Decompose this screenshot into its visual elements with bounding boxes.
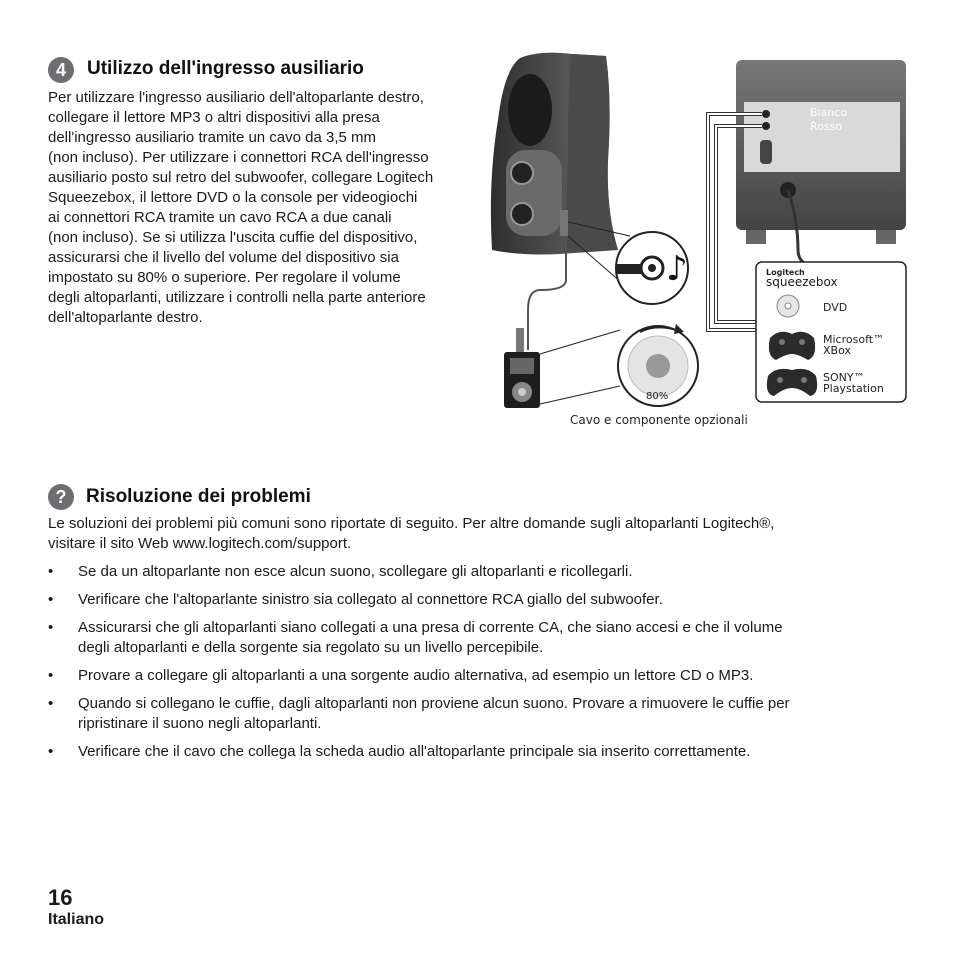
mp3-player (504, 328, 540, 408)
list-item (48, 618, 818, 658)
aux-line: dell'ingresso ausiliario tramite un cavo da 3,5 mm (48, 129, 377, 146)
volume-level-label: 80% (646, 391, 669, 402)
diagram-caption: Cavo e componente opzionali (570, 413, 748, 427)
aux-line: (non incluso). Se si utilizza l'uscita cuffie del dispositivo, (48, 229, 418, 246)
dvd-label: DVD (823, 301, 848, 314)
list-item (48, 694, 818, 734)
aux-line: Squeezebox, il lettore DVD o la console per videogiochi (48, 189, 418, 206)
aux-line: (non incluso). Per utilizzare i connettori RCA dell'ingresso (48, 149, 429, 166)
squeezebox-logo-text: squeezebox (766, 275, 838, 289)
page-number: 16 (48, 885, 73, 910)
xbox-label-line2: XBox (823, 344, 851, 357)
troubleshooting-title: Risoluzione dei problemi (86, 486, 311, 507)
bullet-dot-icon: • (48, 591, 54, 608)
sony-label-line1: SONY™ (823, 371, 865, 384)
white-channel-label: Bianco (810, 106, 848, 119)
list-item (48, 590, 818, 610)
list-item-text: Quando si collegano le cuffie, dagli altoparlanti non proviene alcun suono. Provare a rimuovere le cuffie per ripristinare il suono negli altoparlanti. (78, 695, 790, 732)
aux-line: ausiliario posto sul retro del subwoofer, collegare Logitech (48, 169, 434, 186)
step-4-badge: 4 (48, 57, 74, 83)
troubleshooting-intro-line1: Le soluzioni dei problemi più comuni sono riportate di seguito. Per altre domande sugli altoparlanti Logitech®, (48, 515, 775, 532)
troubleshooting-list (48, 562, 818, 770)
troubleshooting-intro-line2: visitare il sito Web www.logitech.com/support. (48, 535, 352, 552)
list-item-text: Se da un altoparlante non esce alcun suono, scollegare gli altoparlanti e ricollegarli. (78, 563, 633, 580)
sony-label-line2: Playstation (823, 382, 884, 395)
list-item-text: Verificare che l'altoparlante sinistro sia collegato al connettore RCA giallo del subwoofer. (78, 591, 663, 608)
list-item (48, 562, 818, 582)
subwoofer (736, 60, 906, 244)
list-item (48, 742, 818, 762)
bullet-dot-icon: • (48, 563, 54, 580)
aux-line: collegare il lettore MP3 o altri dispositivi alla presa (48, 109, 380, 126)
aux-input-paragraph (48, 88, 468, 328)
logitech-logo-text: Logitech (766, 268, 805, 277)
bullet-dot-icon: • (48, 695, 54, 712)
aux-line: degli altoparlanti, utilizzare i controlli nella parte anteriore (48, 289, 426, 306)
list-item-text: Verificare che il cavo che collega la scheda audio all'altoparlante principale sia inserito correttamente. (78, 743, 751, 760)
red-channel-label: Rosso (810, 120, 843, 133)
help-question-icon: ? (48, 484, 74, 510)
list-item-text: Provare a collegare gli altoparlanti a una sorgente audio alternativa, ad esempio un lettore CD o MP3. (78, 667, 754, 684)
language-label: Italiano (48, 911, 105, 928)
list-item-text: Assicurarsi che gli altoparlanti siano collegati a una presa di corrente CA, che siano accesi e che il volume degli altoparlanti e della sorgente sia regolato su un livello percepibile. (78, 619, 783, 656)
aux-line: Per utilizzare l'ingresso ausiliario dell'altoparlante destro, (48, 89, 424, 106)
section-aux-input-title: Utilizzo dell'ingresso ausiliario (87, 58, 364, 79)
list-item (48, 666, 818, 686)
xbox-label-line1: Microsoft™ (823, 333, 885, 346)
svg-text:♪: ♪ (666, 249, 688, 289)
aux-line: assicurarsi che il livello del volume del dispositivo sia (48, 249, 399, 266)
volume-wheel-zoom (540, 324, 698, 406)
aux-line: ai connettori RCA tramite un cavo RCA a due canali (48, 209, 392, 226)
aux-line: impostato su 80% o superiore. Per regolare il volume (48, 269, 401, 286)
aux-line: dell'altoparlante destro. (48, 309, 203, 326)
bullet-dot-icon: • (48, 667, 54, 684)
bullet-dot-icon: • (48, 619, 54, 636)
bullet-dot-icon: • (48, 743, 54, 760)
right-speaker (491, 53, 618, 255)
